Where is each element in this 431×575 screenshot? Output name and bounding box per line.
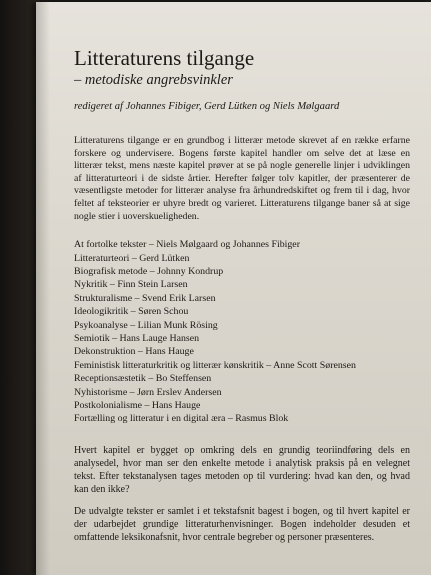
intro-paragraph: Litteraturens tilgange er en grundbog i litterær metode skrevet af en række erfarne forskere og undervisere. Bogens første kapitel handler om selve det at læse en litterær tekst, mens næste kapitel prøver at se på nogle generelle linjer i udviklingen af litteraturteori i de sidste årtier. Herefter følger tolv kapitler, der præsenterer de væsentligste metoder for litterær analyse fra århundredskiftet og frem til i dag, hvor feltet af teksteorier er uhyre bredt og varieret. Litteraturens tilgange baner så at sige nogle stier i uoverskueligheden. — [74, 135, 410, 222]
book-back-cover — [36, 2, 431, 575]
chapter-item: Biografisk metode – Johnny Kondrup — [74, 265, 224, 277]
chapter-item: Ideologikritik – Søren Schou — [74, 306, 189, 318]
chapter-item: Receptionsæstetik – Bo Steffensen — [74, 373, 212, 385]
structure-paragraph: Hvert kapitel er bygget op omkring dels en grundig teoriindføring dels en analysedel, hvor man ser den enkelte metode i analytisk praksis på en velegnet tekst. Efter tekstanalysen tages metoden op til vurdering: hvad kan den, og hvad kan den ikke? — [74, 444, 410, 496]
book-title: Litteraturens tilgange — [74, 46, 255, 70]
book-editors: redigeret af Johannes Fibiger, Gerd Lütken og Niels Mølgaard — [74, 101, 340, 112]
chapter-item: Litteraturteori – Gerd Lütken — [74, 252, 190, 264]
chapter-item: Strukturalisme – Svend Erik Larsen — [74, 292, 216, 304]
chapter-item: Postkolonialisme – Hans Hauge — [74, 400, 201, 412]
spine-shadow — [36, 2, 50, 575]
chapter-list — [74, 238, 410, 426]
chapter-item: Semiotik – Hans Lauge Hansen — [74, 333, 200, 344]
chapter-item: Dekonstruktion – Hans Hauge — [74, 346, 194, 358]
cover-text-block — [74, 46, 410, 544]
chapter-item: Nyhistorisme – Jørn Erslev Andersen — [74, 386, 222, 398]
table-surface — [0, 0, 40, 575]
chapter-item: Nykritik – Finn Stein Larsen — [74, 279, 188, 291]
chapter-item: At fortolke tekster – Niels Mølgaard og Johannes Fibiger — [74, 239, 300, 251]
book-subtitle: – metodiske angrebsvinkler — [74, 72, 233, 88]
chapter-item: Feministisk litteraturkritik og litterær kønskritik – Anne Scott Sørensen — [74, 359, 356, 371]
chapter-item: Psykoanalyse – Lilian Munk Rösing — [74, 319, 218, 331]
chapter-item: Fortælling og litteratur i en digital æra – Rasmus Blok — [74, 413, 289, 425]
texts-paragraph: De udvalgte tekster er samlet i et tekstafsnit bagest i bogen, og til hvert kapitel er der udarbejdet grundige litteraturhenvisninger. Bogen indeholder desuden et omfattende leksikonafsnit, hvor centrale begreber og personer præsenteres. — [74, 505, 410, 544]
